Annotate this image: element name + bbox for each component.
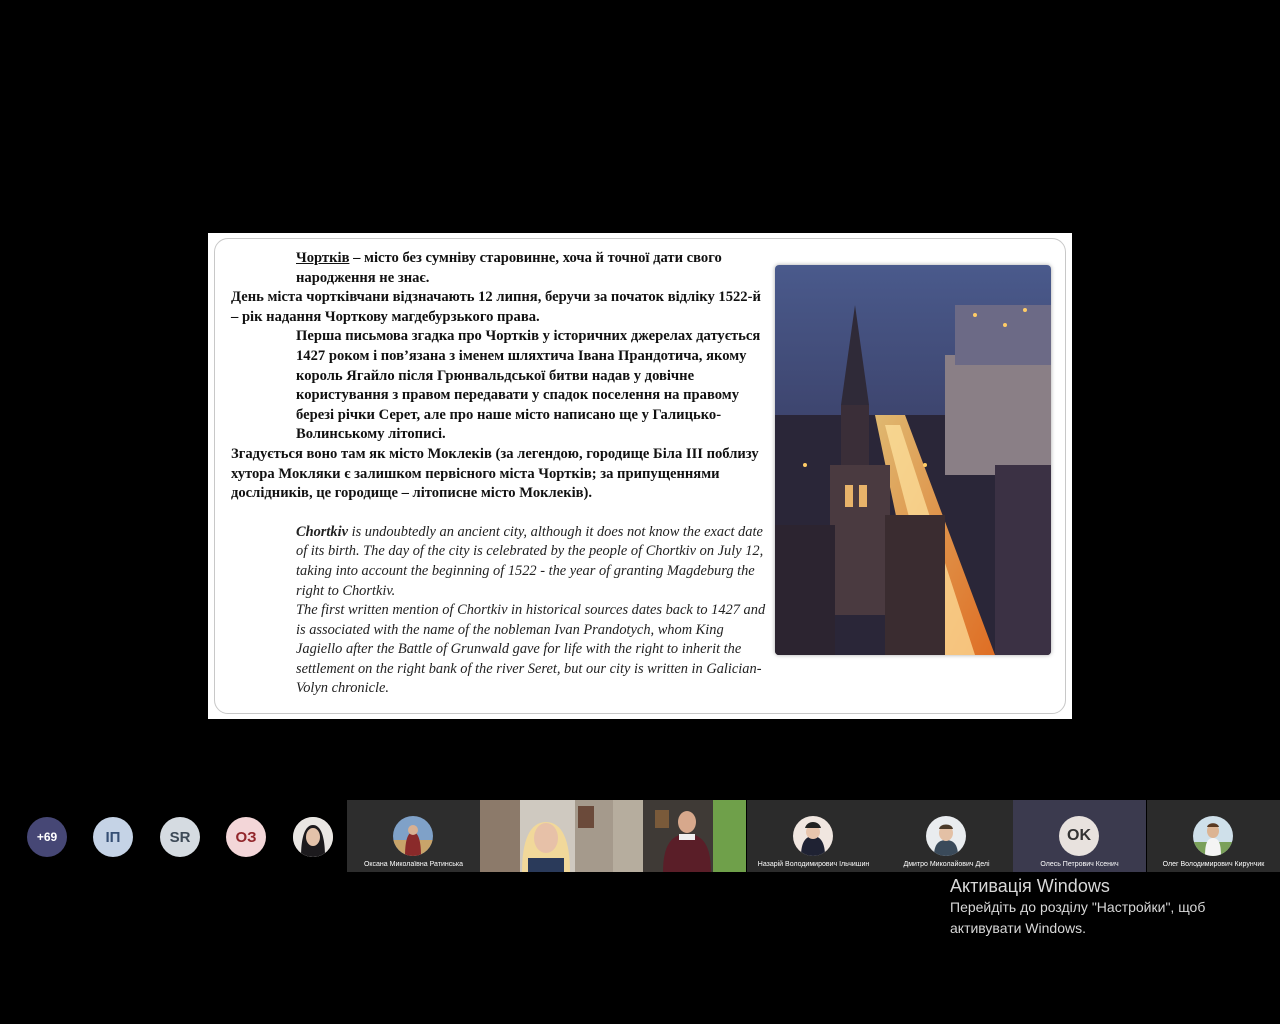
person-photo-icon <box>1193 816 1233 856</box>
shared-slide <box>208 233 1072 719</box>
person-photo-icon <box>926 816 966 856</box>
ua-title-word: Чортків <box>296 250 350 266</box>
participant-tile[interactable] <box>347 800 480 872</box>
en-paragraph-1-text: is undoubtedly an ancient city, although it does not know the exact date of its birth. The day of the city is celebrated by the people of Chortkiv on July 12, taking into account the beginning of 1522 - the year of granting Magdeburg the right to Chortkiv. <box>296 523 764 599</box>
participant-name: Олег Володимирович Кирунчик <box>1162 861 1265 868</box>
participant-avatar <box>1193 816 1233 856</box>
participant-video <box>613 800 746 872</box>
slide-text <box>231 249 766 699</box>
activation-message-line-1: Перейдіть до розділу "Настройки", щоб <box>950 899 1206 915</box>
participant-video <box>480 800 613 872</box>
participant-video-tile[interactable] <box>613 800 746 872</box>
city-night-photo <box>775 265 1051 655</box>
person-photo-icon <box>393 816 433 856</box>
participant-tile[interactable] <box>880 800 1013 872</box>
ua-paragraph-1 <box>231 249 766 288</box>
participant-tile[interactable] <box>1147 800 1280 872</box>
participant-name: Дмитро Миколайович Делі <box>903 861 990 868</box>
en-title-word: Chortkiv <box>296 523 348 540</box>
participant-tile[interactable] <box>1013 800 1146 872</box>
participant-avatar-oz[interactable]: ОЗ <box>226 817 266 857</box>
en-paragraph-2: The first written mention of Chortkiv in historical sources dates back to 1427 and is associated with the name of the nobleman Ivan Prandotych, whom King Jagiello after the Battle of Grunwald gave for life with the right to inherit the settlement on the right bank of the river Seret, but our city is written in Galician-Volyn chronicle. <box>296 602 766 697</box>
participant-avatar-ip[interactable]: ІП <box>93 817 133 857</box>
more-participants-button[interactable]: +69 <box>27 817 67 857</box>
person-photo-icon <box>793 816 833 856</box>
participant-avatar <box>393 816 433 856</box>
activation-title: Активація Windows <box>950 876 1110 896</box>
en-paragraph-1 <box>231 523 766 601</box>
participant-video-tile[interactable] <box>480 800 613 872</box>
participant-name: Назарій Володимирович Ільчишин <box>757 861 870 868</box>
ua-paragraph-4: Згадується воно там як місто Моклеків (за легендою, городище Біла ІІІ поблизу хутора Мокляки є залишком первісного міста Чортків; за припущеннями дослідників, це городище – літописне місто Моклеків). <box>231 445 759 502</box>
ua-paragraph-1-text: – місто без сумніву старовинне, хоча й точної дати свого народження не знає. <box>296 250 722 286</box>
ua-paragraph-3: Перша письмова згадка про Чортків у історичних джерелах датується 1427 роком і пов’язана з іменем шляхтича Івана Прандотича, якому король Ягайло після Грюнвальдської битви надав у довічне користування з правом передавати у спадок поселення на правому березі річки Серет, але про наше місто написано ще у Галицько-Волинському літописі. <box>296 328 761 443</box>
participant-tile[interactable] <box>747 800 880 872</box>
activation-message-line-2: активувати Windows. <box>950 920 1086 936</box>
person-photo-icon <box>293 817 333 857</box>
ua-paragraph-2: День міста чортківчани відзначають 12 липня, беручи за початок відліку 1522-й – рік надання Чорткову магдебурзького права. <box>231 289 761 325</box>
participant-avatar-initials: OK <box>1059 816 1099 856</box>
participant-avatar <box>926 816 966 856</box>
participant-name: Олесь Петрович Ксенич <box>1040 861 1119 868</box>
participant-name: Оксана Миколаївна Ратинська <box>363 861 464 868</box>
windows-activation-watermark <box>950 875 1205 939</box>
participant-avatar <box>793 816 833 856</box>
participant-avatar-sr[interactable]: SR <box>160 817 200 857</box>
participant-avatar-photo[interactable] <box>293 817 333 857</box>
